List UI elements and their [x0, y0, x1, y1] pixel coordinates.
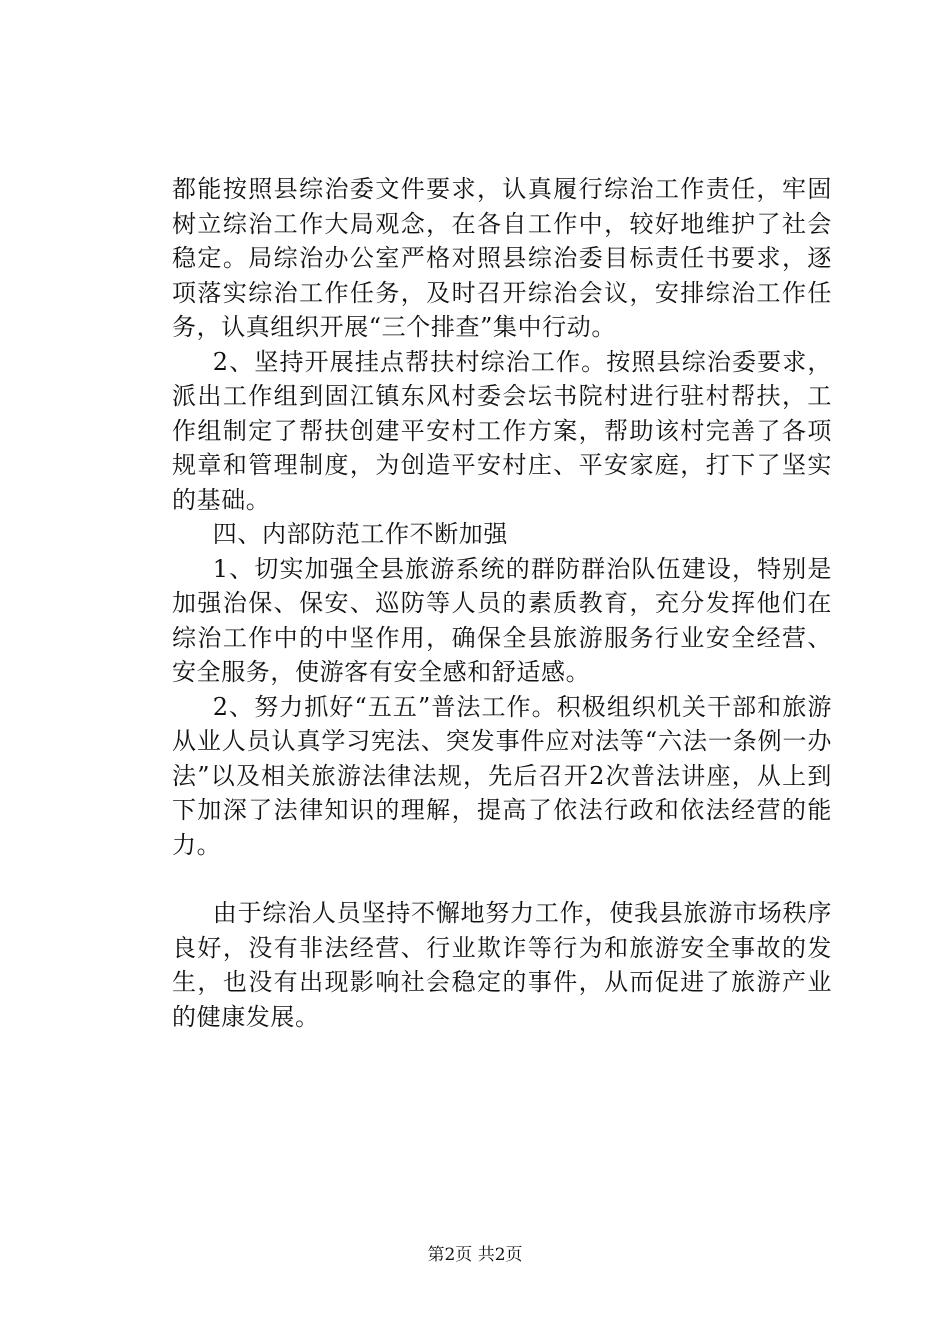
page-footer: 第2页 共2页 [427, 1245, 523, 1265]
paragraph-2: 2、坚持开展挂点帮扶村综治工作。按照县综治委要求，派出工作组到固江镇东风村委会坛书院村进行驻村帮扶，工作组制定了帮扶创建平安村工作方案，帮助该村完善了各项规章和管理制度，为创造平安村庄、平安家庭，打下了坚实的基础。 [172, 347, 832, 514]
document-body [172, 172, 832, 1034]
paragraph-gap [172, 862, 832, 896]
paragraph-1: 都能按照县综治委文件要求，认真履行综治工作责任，牢固树立综治工作大局观念，在各自工作中，较好地维护了社会稳定。局综治办公室严格对照县综治委目标责任书要求，逐项落实综治工作任务，及时召开综治会议，安排综治工作任务，认真组织开展“三个排查”集中行动。 [172, 175, 832, 341]
paragraph-5: 2、努力抓好“五五”普法工作。积极组织机关干部和旅游从业人员认真学习宪法、突发事件应对法等“六法一条例一办法”以及相关旅游法律法规，先后召开2次普法讲座，从上到下加深了法律知识的理解，提高了依法行政和依法经营的能力。 [172, 692, 832, 859]
section-heading-4: 四、内部防范工作不断加强 [212, 520, 508, 548]
paragraph-6: 由于综治人员坚持不懈地努力工作，使我县旅游市场秩序良好，没有非法经营、行业欺诈等行为和旅游安全事故的发生，也没有出现影响社会稳定的事件，从而促进了旅游产业的健康发展。 [172, 899, 832, 1031]
paragraph-4: 1、切实加强全县旅游系统的群防群治队伍建设，特别是加强治保、保安、巡防等人员的素质教育，充分发挥他们在综治工作中的中坚作用，确保全县旅游服务行业安全经营、安全服务，使游客有安全感和舒适感。 [172, 554, 832, 686]
